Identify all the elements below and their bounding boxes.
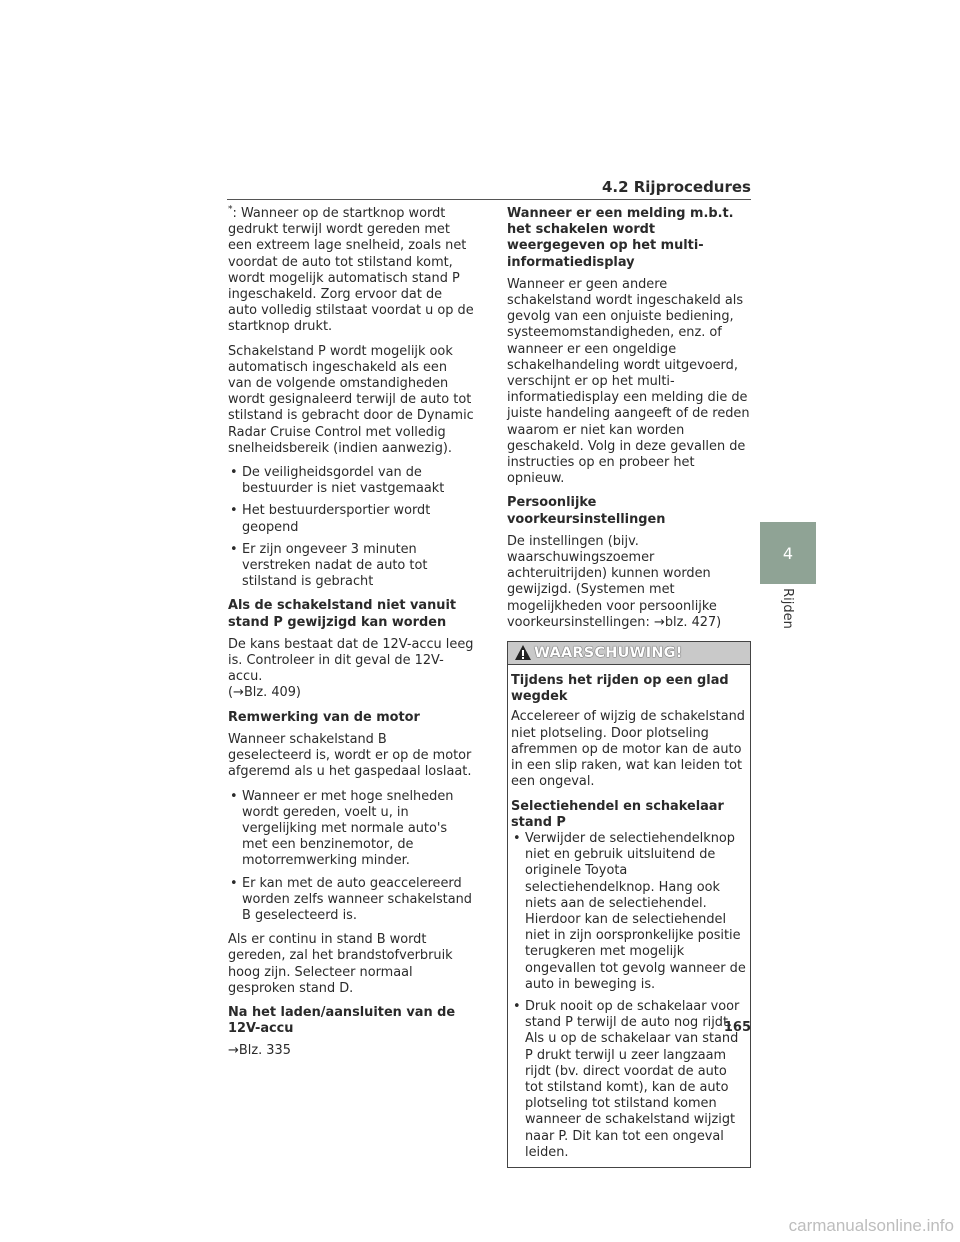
chapter-number: 4: [782, 543, 794, 563]
warning-heading-selector: Selectiehendel en schakelaar stand P: [511, 798, 724, 830]
chapter-side-label: [772, 587, 802, 629]
paragraph-battery: [228, 637, 474, 702]
list-item: • Wanneer er met hoge snelheden wordt gereden, voelt u, in vergelijking met normale auto's met een benzinemotor, de motorremwerking minder.: [228, 789, 474, 870]
list-item: • Er kan met de auto geaccelereerd worden zelfs wanneer schakelstand B geselecteerd is.: [228, 876, 474, 925]
ref-open-paren: (: [228, 685, 234, 701]
paragraph-fuel-consumption: Als er continu in stand B wordt gereden, zal het brandstofverbruik hoog zijn. Selecteer normaal gesproken stand D.: [228, 932, 453, 996]
header-divider: [227, 199, 751, 200]
chapter-label: Rijden: [779, 587, 795, 629]
paragraph-engine-braking: Wanneer schakelstand B geselecteerd is, wordt er op de motor afgeremd als u het gaspedaal loslaat.: [228, 731, 472, 780]
warning-box: [507, 641, 751, 1168]
paragraph-personal-settings: [507, 534, 751, 631]
paragraph-shift-message: Wanneer er geen andere schakelstand wordt ingeschakeld als gevolg van een onjuiste bediening, systeemomstandigheden, enz. of wanneer er een ongeldige schakelhandeling wordt uitgevoerd, verschijnt er op het multi-informatiedisplay een melding die de juiste handeling aangeeft of de reden waarom er niet kan worden geschakeld. Volg in deze gevallen de instructies op en probeer het opnieuw.: [507, 276, 750, 487]
page-number: 165: [723, 1020, 751, 1035]
left-column: [228, 206, 474, 1068]
list-item: • De veiligheidsgordel van de bestuurder is niet vastgemaakt: [228, 465, 474, 497]
list-item: • Verwijder de selectiehendelknop niet en gebruik uitsluitend de originele Toyota selectiehendelknop. Hang ook niets aan de selectiehendel. Hierdoor kan de selectiehendel niet in zijn oorspronkelijke positie terugkeren met mogelijk ongevallen tot gevolg wanneer de auto in beweging is.: [511, 831, 747, 993]
bullet-list-engine-braking: [228, 789, 474, 925]
footnote: [228, 206, 474, 336]
battery-text: De kans bestaat dat de 12V-accu leeg is. Controleer in dit geval de 12V-accu.: [228, 636, 474, 685]
heading-shift-message: Wanneer er een melding m.b.t. het schakelen wordt weergegeven op het multi-informatiedisplay: [507, 206, 734, 270]
list-item: • Druk nooit op de schakelaar voor stand P terwijl de auto nog rijdt. Als u op de schakelaar van stand P drukt terwijl u zeer langzaam rijdt (bv. direct voordat de auto tot stilstand komt), kan de auto plotseling tot stilstand komen wanneer de schakelstand wijzigt naar P. Dit kan tot een ongeval leiden.: [511, 999, 747, 1161]
page-reference-link[interactable]: Blz. 409): [243, 685, 301, 701]
right-column: [507, 206, 751, 1168]
warning-content: [508, 665, 750, 1161]
page-reference-link[interactable]: Blz. 335: [238, 1043, 291, 1059]
warning-header: [508, 642, 750, 665]
heading-cannot-shift: Als de schakelstand niet vanuit stand P gewijzigd kan worden: [228, 598, 457, 630]
list-item: • Er zijn ongeveer 3 minuten verstreken nadat de auto tot stilstand is gebracht: [228, 542, 474, 591]
settings-text: De instellingen (bijv. waarschuwingszoemer achteruitrijden) kunnen worden gewijzigd. (Systemen met mogelijkheden voor persoonlijke voorkeursinstellingen:: [507, 533, 717, 630]
warning-heading-slippery: Tijdens het rijden op een glad wegdek: [511, 673, 729, 705]
chapter-tab[interactable]: [760, 522, 816, 584]
heading-after-charging: Na het laden/aansluiten van de 12V-accu: [228, 1004, 456, 1037]
section-title: 4.2 Rijprocedures: [601, 178, 751, 196]
ref-arrow-icon: →: [653, 614, 665, 630]
page-reference-link[interactable]: blz. 427): [664, 614, 722, 630]
paragraph-p-automatic: Schakelstand P wordt mogelijk ook automatisch ingeschakeld als een van de volgende omstandigheden wordt gesignaleerd terwijl de auto tot stilstand is gebracht door de Dynamic Radar Cruise Control met volledig snelheidsbereik (indien aanwezig).: [228, 343, 474, 456]
bullet-list-conditions: [228, 465, 474, 590]
heading-engine-braking: Remwerking van de motor: [228, 709, 420, 725]
footnote-text: : Wanneer op de startknop wordt gedrukt terwijl wordt gereden met een extreem lage snelheid, zoals net voordat de auto tot stilstand komt, wordt mogelijk automatisch stand P ingeschakeld. Zorg ervoor dat de auto volledig stilstaat voordat u op de startknop drukt.: [228, 206, 474, 335]
heading-personal-settings: Persoonlijke voorkeursinstellingen: [507, 495, 666, 527]
warning-label: WAARSCHUWING!: [534, 644, 683, 661]
warning-paragraph-slippery: Accelereer of wijzig de schakelstand niet plotseling. Door plotseling afremmen op de motor kan de auto in een slip raken, wat kan leiden tot een ongeval.: [511, 709, 745, 790]
warning-bullet-list: [511, 831, 747, 1161]
reference-line: [228, 1043, 474, 1059]
ref-arrow-icon: →: [233, 685, 244, 701]
watermark: carmanualsonline.info: [788, 1216, 954, 1235]
footnote-mark: *: [228, 204, 233, 215]
list-item: • Het bestuurdersportier wordt geopend: [228, 503, 474, 535]
warning-triangle-icon: [514, 644, 532, 662]
ref-arrow-icon: →: [228, 1043, 239, 1059]
